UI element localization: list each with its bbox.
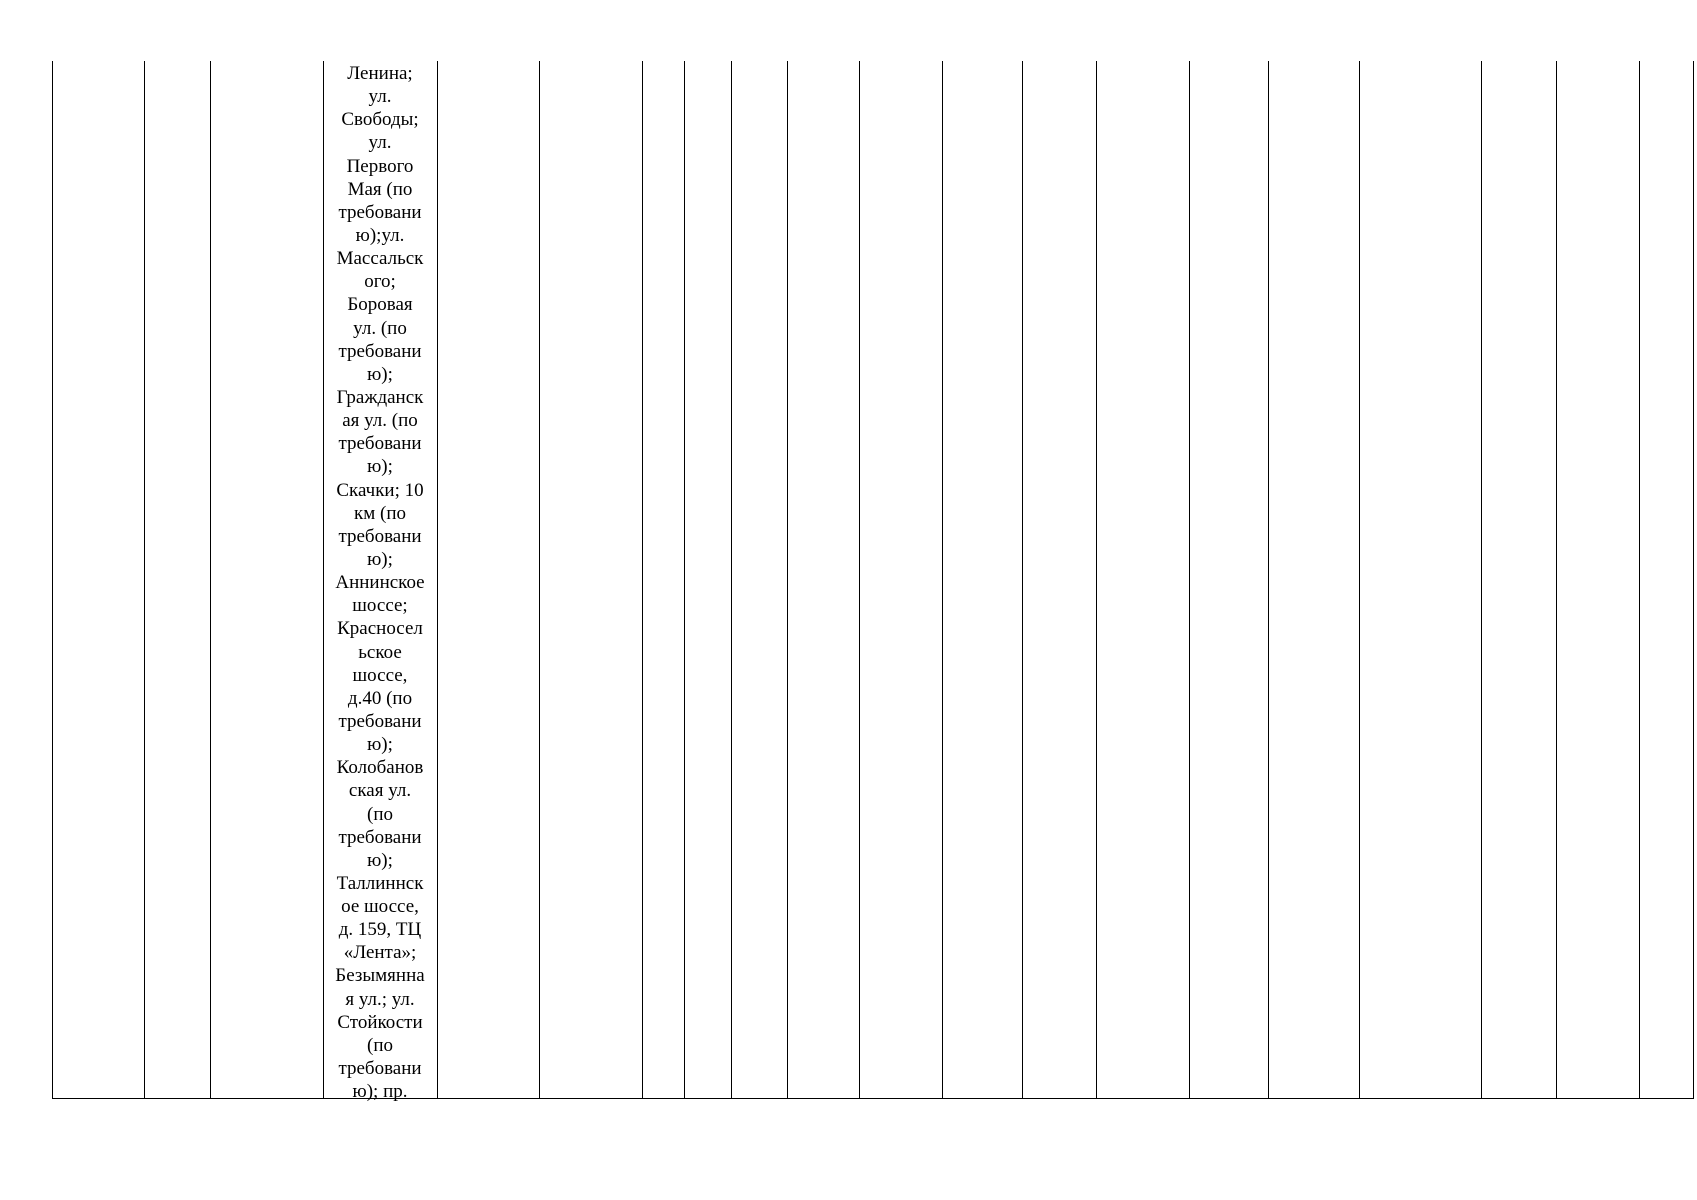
route-cell-line: шоссе, (352, 664, 408, 686)
column-border (1639, 61, 1640, 1099)
route-cell-line: км (по (354, 502, 406, 524)
route-cell-line: Свободы; (341, 109, 419, 131)
column-border (787, 61, 788, 1099)
route-cell-line: Боровая (347, 294, 413, 316)
column-border (731, 61, 732, 1099)
column-border (210, 61, 211, 1099)
route-cell-line: требовани (338, 340, 422, 362)
column-border (1556, 61, 1557, 1099)
route-cell-line: ю); пр. (352, 1081, 408, 1103)
column-border (942, 61, 943, 1099)
column-border (684, 61, 685, 1099)
route-cell-line: я ул.; ул. (345, 988, 415, 1010)
route-cell-line: Таллиннск (336, 872, 424, 894)
route-cell-line: (по (367, 1034, 393, 1056)
route-cell-line: ул. (368, 86, 392, 108)
route-cell-line: требовани (338, 433, 422, 455)
route-cell-line: Красносел (337, 618, 423, 640)
route-cell-line: д.40 (по (347, 687, 413, 709)
route-cell-line: требовани (338, 710, 422, 732)
route-cell-line: ю); (367, 734, 393, 756)
column-border (1022, 61, 1023, 1099)
column-border (1693, 61, 1694, 1099)
table-bottom-border (52, 1098, 1694, 1099)
route-cell-line: требовани (338, 201, 422, 223)
route-cell-line: ю); (367, 548, 393, 570)
route-cell-line: ул. (по (353, 317, 407, 339)
route-cell-line: ое шоссе, (341, 896, 419, 918)
route-cell-line: Аннинское (335, 572, 425, 594)
route-cell-line: ая ул. (по (342, 410, 418, 432)
route-cell-line: (по (367, 803, 393, 825)
route-cell-line: Скачки; 10 (336, 479, 424, 501)
route-cell-line: д. 159, ТЦ (338, 919, 422, 941)
route-cell-line: Стойкости (337, 1011, 423, 1033)
column-border (52, 61, 53, 1099)
column-border (859, 61, 860, 1099)
route-cell-line: требовани (338, 826, 422, 848)
route-cell-line: ого; (364, 271, 396, 293)
column-border (1189, 61, 1190, 1099)
route-cell-line: ю);ул. (355, 224, 405, 246)
column-border (1268, 61, 1269, 1099)
route-cell-line: ю); (367, 363, 393, 385)
route-cell-line: Колобанов (336, 757, 424, 779)
route-cell-line: Массальск (336, 248, 424, 270)
column-border (1096, 61, 1097, 1099)
route-cell-line: требовани (338, 525, 422, 547)
route-cell-line: Гражданск (336, 386, 424, 408)
route-cell-line: требовани (338, 1058, 422, 1080)
route-cell-line: Первого (346, 155, 414, 177)
route-cell-line: шоссе; (352, 595, 408, 617)
column-border (539, 61, 540, 1099)
column-border (1481, 61, 1482, 1099)
route-cell-line: ул. (368, 132, 392, 154)
route-cell-line: Мая (по (347, 178, 413, 200)
document-table (52, 61, 1694, 1103)
route-cell-line: ю); (367, 849, 393, 871)
route-cell-line: Безымянна (335, 965, 425, 987)
route-cell-line: ьское (358, 641, 402, 663)
route-cell-line: Ленина; (347, 63, 413, 84)
column-border (437, 61, 438, 1099)
route-cell-line: ю); (367, 456, 393, 478)
route-stops-cell (323, 62, 437, 1103)
column-border (144, 61, 145, 1099)
column-border (1359, 61, 1360, 1099)
column-border (642, 61, 643, 1099)
route-cell-line: «Лента»; (343, 942, 417, 964)
route-cell-line: ская ул. (348, 780, 412, 802)
